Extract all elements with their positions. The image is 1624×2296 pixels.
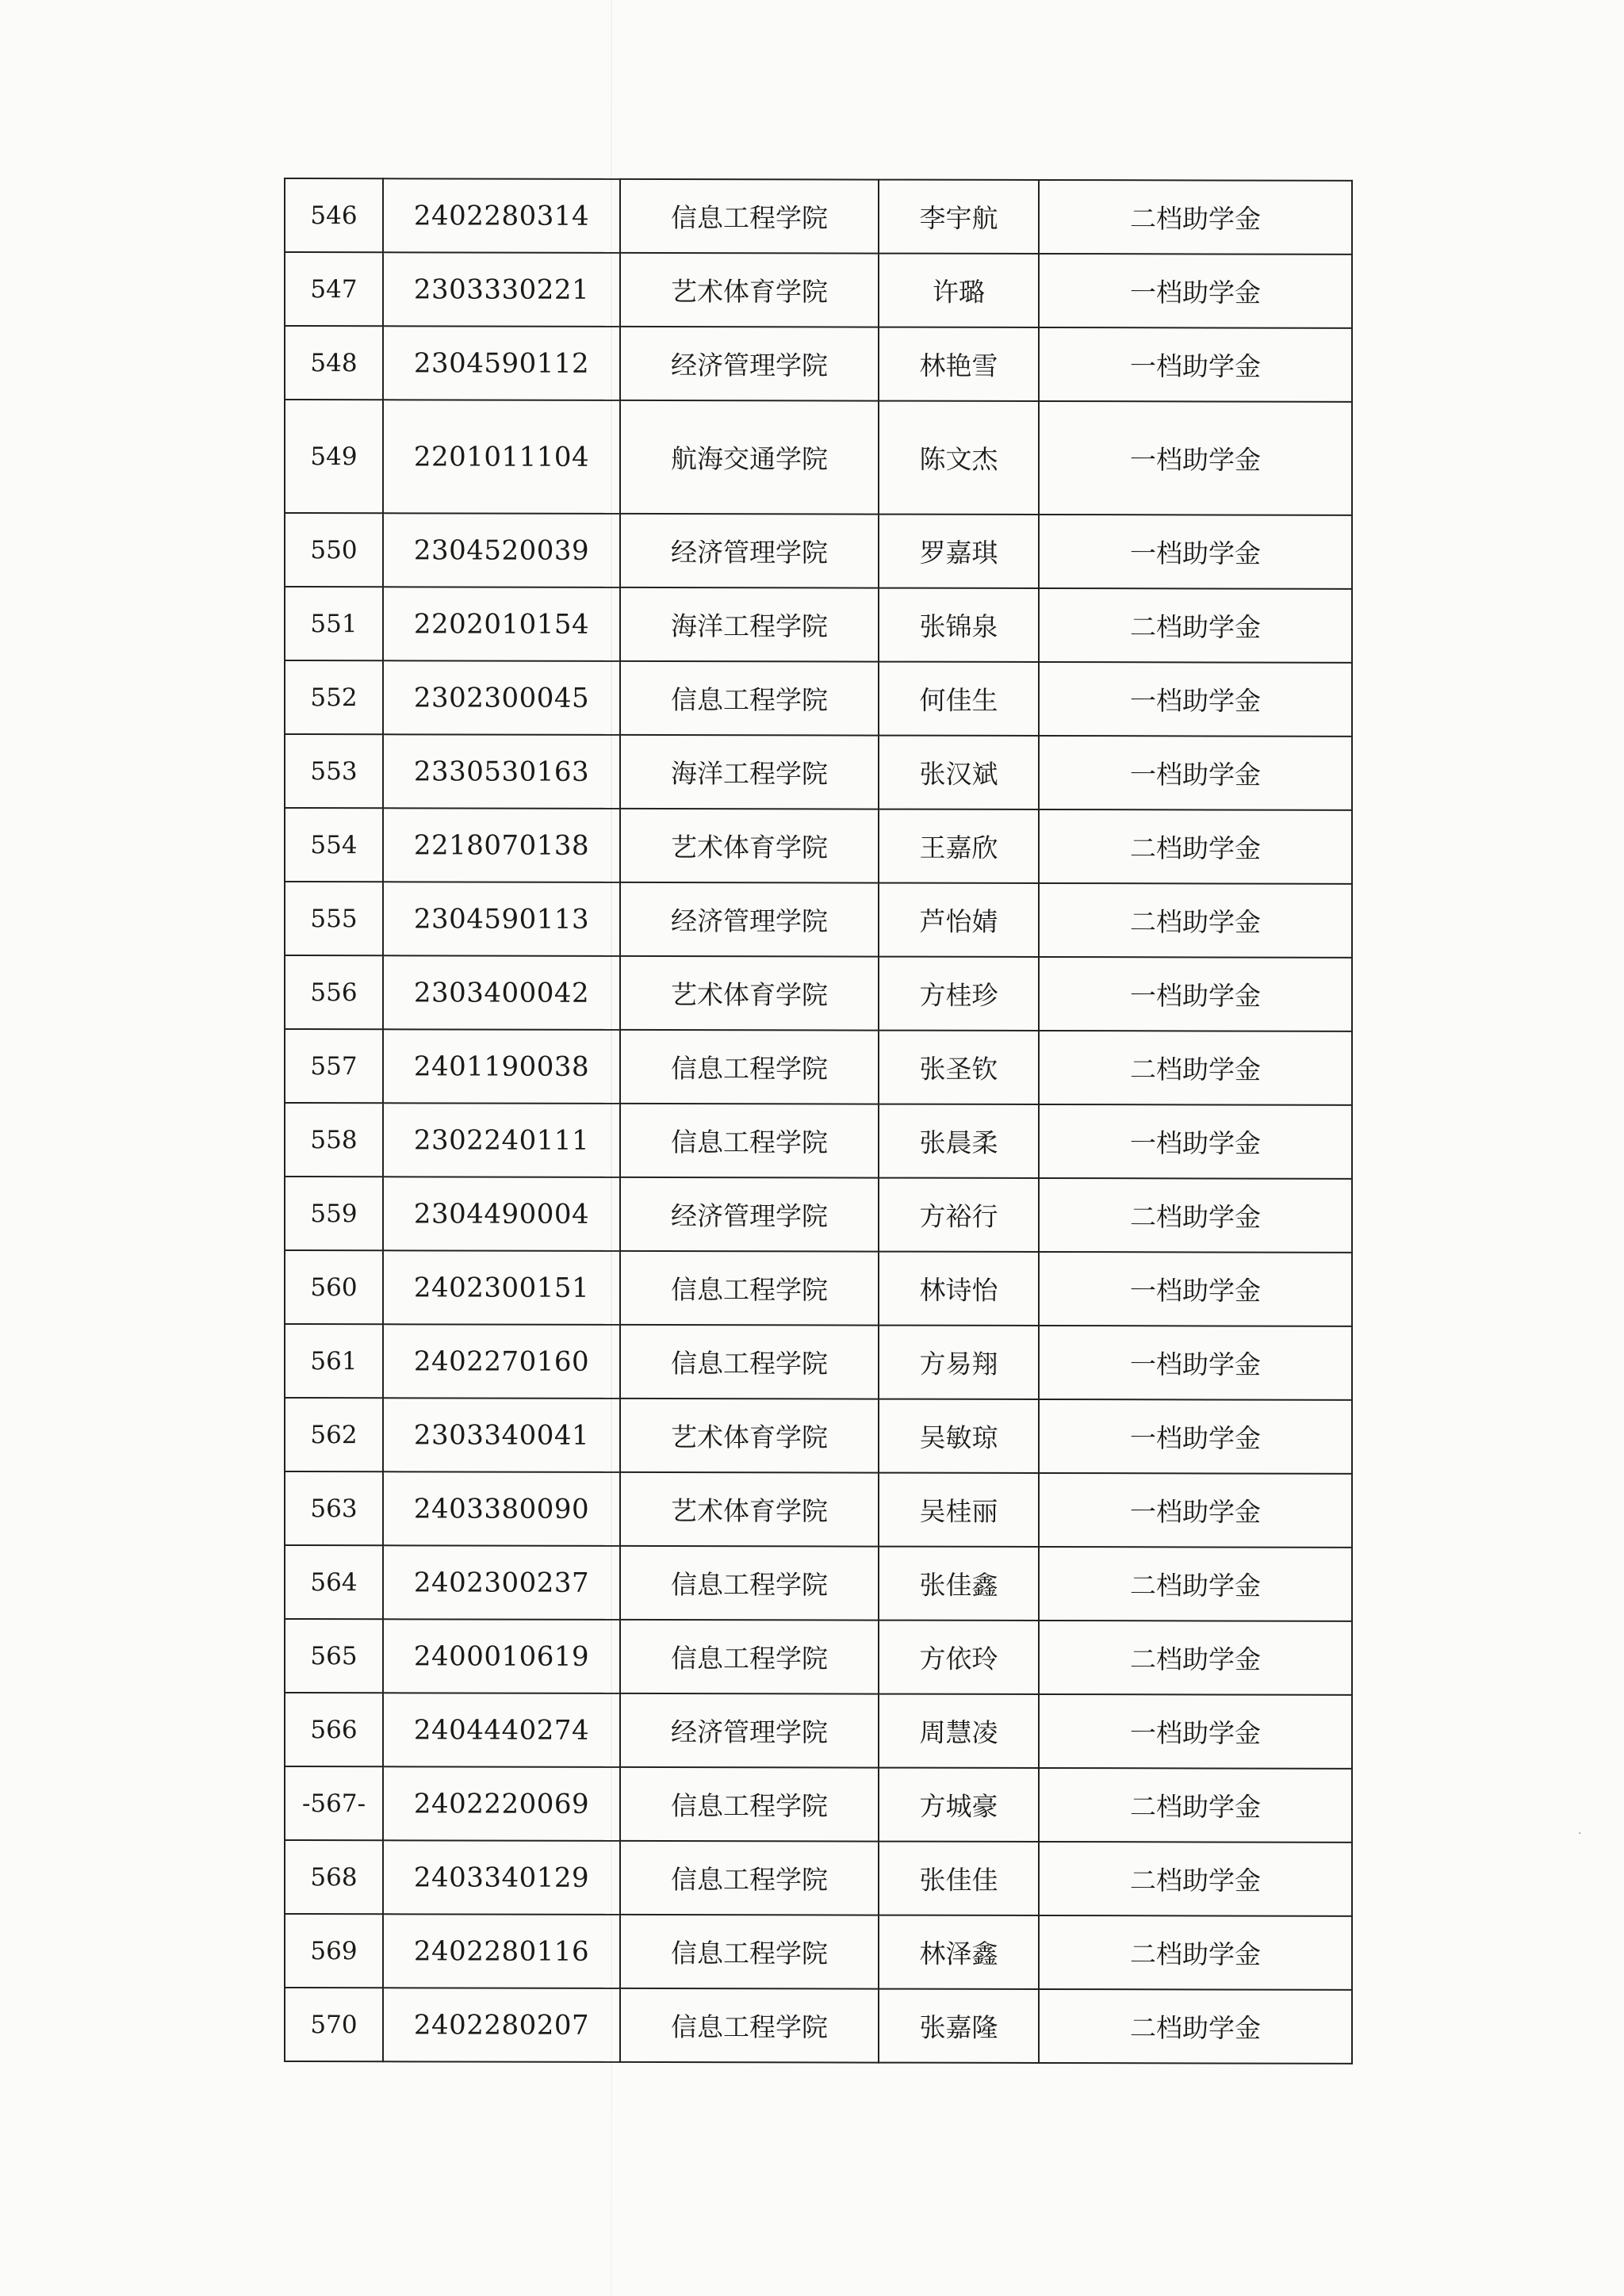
row-number-cell: 563 <box>285 1471 383 1545</box>
row-number-cell: 549 <box>285 400 383 513</box>
row-number-cell: 565 <box>285 1619 383 1693</box>
table-row <box>285 178 1352 254</box>
row-number-cell: 547 <box>285 252 383 326</box>
table-row <box>285 882 1352 958</box>
college-name-cell: 信息工程学院 <box>620 1030 879 1104</box>
student-name-cell: 方桂珍 <box>879 957 1039 1031</box>
college-name-cell: 信息工程学院 <box>620 1915 879 1989</box>
college-name-cell: 经济管理学院 <box>620 882 879 957</box>
table-row <box>285 326 1352 402</box>
grant-level-cell: 一档助学金 <box>1039 1399 1352 1474</box>
grant-level-cell: 二档助学金 <box>1039 1547 1352 1621</box>
table-row <box>285 1029 1352 1105</box>
college-name-cell: 艺术体育学院 <box>620 809 879 883</box>
student-id-cell: 2402300151 <box>383 1250 620 1325</box>
student-id-cell: 2402280207 <box>383 1988 620 2062</box>
student-name-cell: 芦怡婧 <box>879 883 1039 957</box>
student-id-cell: 2401190038 <box>383 1029 620 1104</box>
table-row <box>285 1545 1352 1621</box>
table-row <box>285 513 1352 589</box>
student-name-cell: 张晨柔 <box>879 1104 1039 1178</box>
row-number-cell: 566 <box>285 1693 383 1766</box>
college-name-cell: 信息工程学院 <box>620 1988 879 2063</box>
student-id-cell: 2303330221 <box>383 252 620 327</box>
student-name-cell: 周慧凌 <box>879 1694 1039 1768</box>
grant-level-cell: 二档助学金 <box>1039 1178 1352 1253</box>
student-name-cell: 张圣钦 <box>879 1031 1039 1104</box>
row-number-cell: 553 <box>285 734 383 808</box>
grant-level-cell: 二档助学金 <box>1039 180 1352 254</box>
grant-level-cell: 一档助学金 <box>1039 1326 1352 1400</box>
row-number-cell: -567- <box>285 1766 383 1840</box>
table-row <box>285 1103 1352 1179</box>
college-name-cell: 艺术体育学院 <box>620 1472 879 1547</box>
student-name-cell: 何佳生 <box>879 662 1039 736</box>
row-number-cell: 569 <box>285 1914 383 1988</box>
row-number-cell: 568 <box>285 1840 383 1914</box>
table-row <box>285 1619 1352 1695</box>
table-row <box>285 1250 1352 1326</box>
table-row <box>285 1471 1352 1548</box>
college-name-cell: 艺术体育学院 <box>620 1399 879 1473</box>
table-row <box>285 955 1352 1031</box>
student-id-cell: 2303400042 <box>383 955 620 1030</box>
student-name-cell: 方裕行 <box>879 1178 1039 1252</box>
grant-level-cell: 一档助学金 <box>1039 1473 1352 1548</box>
table-row <box>285 1324 1352 1400</box>
scan-speck: · <box>1578 1827 1582 1840</box>
grant-level-cell: 一档助学金 <box>1039 1104 1352 1179</box>
college-name-cell: 信息工程学院 <box>620 661 879 736</box>
college-name-cell: 信息工程学院 <box>620 1767 879 1842</box>
student-id-cell: 2304490004 <box>383 1177 620 1251</box>
student-name-cell: 张汉斌 <box>879 736 1039 809</box>
row-number-cell: 554 <box>285 808 383 882</box>
table-row <box>285 1988 1352 2064</box>
student-name-cell: 方城豪 <box>879 1768 1039 1842</box>
college-name-cell: 艺术体育学院 <box>620 253 879 327</box>
student-id-cell: 2402270160 <box>383 1324 620 1399</box>
row-number-cell: 556 <box>285 955 383 1029</box>
student-id-cell: 2304590113 <box>383 882 620 956</box>
row-number-cell: 546 <box>285 178 383 252</box>
college-name-cell: 航海交通学院 <box>620 400 879 515</box>
grant-level-cell: 一档助学金 <box>1039 254 1352 328</box>
row-number-cell: 550 <box>285 513 383 587</box>
row-number-cell: 564 <box>285 1545 383 1619</box>
grant-level-cell: 二档助学金 <box>1039 883 1352 958</box>
student-name-cell: 罗嘉琪 <box>879 515 1039 588</box>
student-name-cell: 吴敏琼 <box>879 1399 1039 1473</box>
table-row <box>285 660 1352 737</box>
student-name-cell: 李宇航 <box>879 180 1039 254</box>
college-name-cell: 信息工程学院 <box>620 1325 879 1399</box>
student-id-cell: 2202010154 <box>383 587 620 661</box>
row-number-cell: 561 <box>285 1324 383 1398</box>
grant-level-cell: 一档助学金 <box>1039 327 1352 402</box>
college-name-cell: 信息工程学院 <box>620 1620 879 1694</box>
scholarship-table <box>284 178 1353 2064</box>
grant-level-cell: 二档助学金 <box>1039 588 1352 663</box>
student-id-cell: 2304590112 <box>383 326 620 400</box>
student-id-cell: 2402280314 <box>383 178 620 253</box>
student-id-cell: 2404440274 <box>383 1693 620 1767</box>
table-row <box>285 252 1352 328</box>
college-name-cell: 信息工程学院 <box>620 1104 879 1178</box>
student-name-cell: 林泽鑫 <box>879 1915 1039 1989</box>
college-name-cell: 经济管理学院 <box>620 327 879 401</box>
college-name-cell: 经济管理学院 <box>620 1693 879 1768</box>
grant-level-cell: 二档助学金 <box>1039 1768 1352 1843</box>
college-name-cell: 海洋工程学院 <box>620 735 879 809</box>
college-name-cell: 信息工程学院 <box>620 1546 879 1621</box>
table-row <box>285 1840 1352 1916</box>
student-name-cell: 林艳雪 <box>879 327 1039 401</box>
table-row <box>285 734 1352 810</box>
grant-level-cell: 二档助学金 <box>1039 1842 1352 1916</box>
table-row <box>285 400 1352 515</box>
row-number-cell: 562 <box>285 1398 383 1471</box>
grant-level-cell: 一档助学金 <box>1039 401 1352 515</box>
table-body <box>285 178 1352 2064</box>
row-number-cell: 551 <box>285 587 383 660</box>
student-id-cell: 2403340129 <box>383 1840 620 1915</box>
row-number-cell: 557 <box>285 1029 383 1103</box>
college-name-cell: 信息工程学院 <box>620 1251 879 1326</box>
student-id-cell: 2400010619 <box>383 1619 620 1693</box>
row-number-cell: 559 <box>285 1177 383 1250</box>
scholarship-table-container <box>284 178 1343 2064</box>
table-row <box>285 1177 1352 1253</box>
student-id-cell: 2302300045 <box>383 660 620 735</box>
row-number-cell: 552 <box>285 660 383 734</box>
student-id-cell: 2330530163 <box>383 734 620 809</box>
student-name-cell: 陈文杰 <box>879 401 1039 515</box>
student-name-cell: 张锦泉 <box>879 588 1039 662</box>
grant-level-cell: 一档助学金 <box>1039 1252 1352 1326</box>
college-name-cell: 艺术体育学院 <box>620 956 879 1031</box>
row-number-cell: 560 <box>285 1250 383 1324</box>
grant-level-cell: 一档助学金 <box>1039 1694 1352 1769</box>
grant-level-cell: 二档助学金 <box>1039 809 1352 884</box>
college-name-cell: 海洋工程学院 <box>620 587 879 662</box>
student-id-cell: 2304520039 <box>383 513 620 587</box>
college-name-cell: 信息工程学院 <box>620 179 879 254</box>
student-name-cell: 张佳佳 <box>879 1842 1039 1915</box>
table-row <box>285 808 1352 884</box>
student-id-cell: 2302240111 <box>383 1103 620 1177</box>
student-id-cell: 2403380090 <box>383 1471 620 1546</box>
student-name-cell: 张佳鑫 <box>879 1547 1039 1621</box>
grant-level-cell: 一档助学金 <box>1039 957 1352 1031</box>
grant-level-cell: 一档助学金 <box>1039 515 1352 589</box>
grant-level-cell: 一档助学金 <box>1039 736 1352 810</box>
table-row <box>285 587 1352 663</box>
student-name-cell: 方易翔 <box>879 1326 1039 1399</box>
student-name-cell: 张嘉隆 <box>879 1989 1039 2063</box>
grant-level-cell: 二档助学金 <box>1039 1621 1352 1695</box>
student-name-cell: 王嘉欣 <box>879 809 1039 883</box>
table-row <box>285 1693 1352 1769</box>
row-number-cell: 555 <box>285 882 383 955</box>
row-number-cell: 570 <box>285 1988 383 2061</box>
student-id-cell: 2218070138 <box>383 808 620 882</box>
student-id-cell: 2402280116 <box>383 1914 620 1988</box>
student-name-cell: 方依玲 <box>879 1621 1039 1694</box>
student-id-cell: 2201011104 <box>383 400 620 514</box>
student-id-cell: 2402220069 <box>383 1766 620 1841</box>
table-row <box>285 1766 1352 1843</box>
grant-level-cell: 二档助学金 <box>1039 1989 1352 2064</box>
college-name-cell: 经济管理学院 <box>620 1177 879 1252</box>
grant-level-cell: 二档助学金 <box>1039 1031 1352 1105</box>
table-row <box>285 1914 1352 1990</box>
student-name-cell: 许璐 <box>879 254 1039 327</box>
grant-level-cell: 一档助学金 <box>1039 662 1352 737</box>
student-id-cell: 2402300237 <box>383 1545 620 1620</box>
grant-level-cell: 二档助学金 <box>1039 1915 1352 1990</box>
student-id-cell: 2303340041 <box>383 1398 620 1472</box>
row-number-cell: 558 <box>285 1103 383 1177</box>
row-number-cell: 548 <box>285 326 383 400</box>
college-name-cell: 信息工程学院 <box>620 1841 879 1915</box>
table-row <box>285 1398 1352 1474</box>
college-name-cell: 经济管理学院 <box>620 514 879 588</box>
student-name-cell: 吴桂丽 <box>879 1473 1039 1547</box>
student-name-cell: 林诗怡 <box>879 1252 1039 1326</box>
